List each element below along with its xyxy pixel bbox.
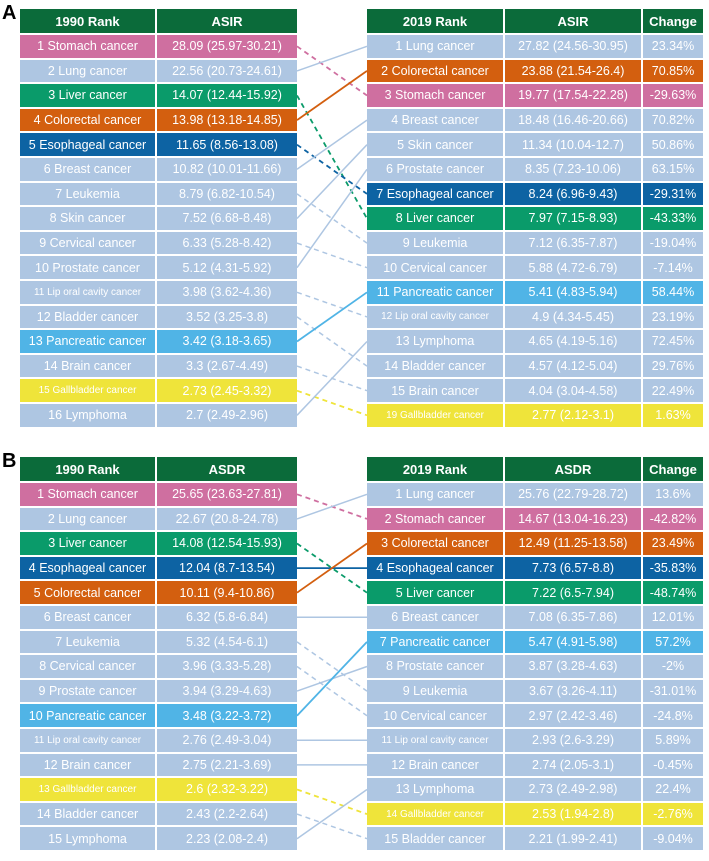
left-rank-label: 1 Stomach cancer xyxy=(20,35,155,58)
left-header-rank: 1990 Rank xyxy=(20,9,155,33)
right-metric-value: 14.67 (13.04-16.23) xyxy=(505,508,641,531)
right-metric-value: 27.82 (24.56-30.95) xyxy=(505,35,641,58)
right-change-value: -35.83% xyxy=(643,557,703,580)
left-metric-value: 3.98 (3.62-4.36) xyxy=(157,281,297,304)
left-rank-label: 6 Breast cancer xyxy=(20,606,155,629)
right-metric-value: 2.73 (2.49-2.98) xyxy=(505,778,641,801)
right-rank-label: 9 Leukemia xyxy=(367,232,503,255)
right-metric-value: 7.97 (7.15-8.93) xyxy=(505,207,641,230)
left-metric-value: 22.56 (20.73-24.61) xyxy=(157,60,297,83)
left-metric-value: 2.76 (2.49-3.04) xyxy=(157,729,297,752)
right-rank-label: 10 Cervical cancer xyxy=(367,704,503,727)
left-rank-label: 15 Lymphoma xyxy=(20,827,155,850)
connector-pancreatic xyxy=(297,642,367,716)
left-rank-label: 2 Lung cancer xyxy=(20,60,155,83)
left-rank-label: 9 Prostate cancer xyxy=(20,680,155,703)
connector-bladder xyxy=(297,317,367,366)
right-rank-label: 14 Gallbladder cancer xyxy=(367,803,503,826)
right-metric-value: 8.24 (6.96-9.43) xyxy=(505,183,641,206)
connector-liver xyxy=(297,96,367,219)
left-rank-label: 12 Bladder cancer xyxy=(20,306,155,329)
right-rank-label: 2 Stomach cancer xyxy=(367,508,503,531)
right-rank-label: 4 Breast cancer xyxy=(367,109,503,132)
connector-breast xyxy=(297,120,367,169)
right-rank-label: 6 Breast cancer xyxy=(367,606,503,629)
left-rank-label: 12 Brain cancer xyxy=(20,754,155,777)
right-change-value: 23.49% xyxy=(643,532,703,555)
right-rank-label: 13 Lymphoma xyxy=(367,330,503,353)
left-rank-label: 2 Lung cancer xyxy=(20,508,155,531)
right-rank-label: 15 Brain cancer xyxy=(367,379,503,402)
connector-prostate xyxy=(297,169,367,267)
left-metric-value: 2.43 (2.2-2.64) xyxy=(157,803,297,826)
left-rank-label: 7 Leukemia xyxy=(20,631,155,654)
right-metric-value: 4.65 (4.19-5.16) xyxy=(505,330,641,353)
right-metric-value: 5.88 (4.72-6.79) xyxy=(505,256,641,279)
left-rank-label: 5 Colorectal cancer xyxy=(20,581,155,604)
left-metric-value: 13.98 (13.18-14.85) xyxy=(157,109,297,132)
right-change-value: 23.34% xyxy=(643,35,703,58)
right-change-value: -2% xyxy=(643,655,703,678)
left-rank-label: 13 Gallbladder cancer xyxy=(20,778,155,801)
left-metric-value: 5.32 (4.54-6.1) xyxy=(157,631,297,654)
right-header-change: Change xyxy=(643,9,703,33)
left-metric-value: 5.12 (4.31-5.92) xyxy=(157,256,297,279)
connector-skin xyxy=(297,145,367,219)
right-metric-value: 19.77 (17.54-22.28) xyxy=(505,84,641,107)
right-rank-label: 9 Leukemia xyxy=(367,680,503,703)
right-change-value: -31.01% xyxy=(643,680,703,703)
connector-esophageal xyxy=(297,145,367,194)
right-metric-value: 18.48 (16.46-20.66) xyxy=(505,109,641,132)
right-metric-value: 7.73 (6.57-8.8) xyxy=(505,557,641,580)
left-rank-label: 10 Pancreatic cancer xyxy=(20,704,155,727)
right-rank-label: 5 Skin cancer xyxy=(367,133,503,156)
right-change-value: 70.85% xyxy=(643,60,703,83)
right-metric-value: 8.35 (7.23-10.06) xyxy=(505,158,641,181)
left-metric-value: 6.33 (5.28-8.42) xyxy=(157,232,297,255)
right-change-value: -29.31% xyxy=(643,183,703,206)
right-rank-label: 12 Brain cancer xyxy=(367,754,503,777)
right-metric-value: 4.9 (4.34-5.45) xyxy=(505,306,641,329)
right-rank-label: 4 Esophageal cancer xyxy=(367,557,503,580)
connector-pancreatic xyxy=(297,292,367,341)
left-metric-value: 3.3 (2.67-4.49) xyxy=(157,355,297,378)
connector-gallbladder xyxy=(297,790,367,815)
right-rank-label: 10 Cervical cancer xyxy=(367,256,503,279)
left-rank-label: 8 Cervical cancer xyxy=(20,655,155,678)
connector-gallbladder xyxy=(297,391,367,416)
right-metric-value: 2.21 (1.99-2.41) xyxy=(505,827,641,850)
right-metric-value: 5.47 (4.91-5.98) xyxy=(505,631,641,654)
right-change-value: 72.45% xyxy=(643,330,703,353)
right-change-value: -29.63% xyxy=(643,84,703,107)
left-metric-value: 2.6 (2.32-3.22) xyxy=(157,778,297,801)
left-metric-value: 3.52 (3.25-3.8) xyxy=(157,306,297,329)
connector-leukemia xyxy=(297,642,367,691)
right-change-value: -24.8% xyxy=(643,704,703,727)
right-change-value: -19.04% xyxy=(643,232,703,255)
right-rank-label: 8 Prostate cancer xyxy=(367,655,503,678)
right-metric-value: 2.53 (1.94-2.8) xyxy=(505,803,641,826)
left-metric-value: 3.94 (3.29-4.63) xyxy=(157,680,297,703)
left-metric-value: 28.09 (25.97-30.21) xyxy=(157,35,297,58)
right-metric-value: 2.74 (2.05-3.1) xyxy=(505,754,641,777)
connector-stomach xyxy=(297,46,367,95)
right-header-rank: 2019 Rank xyxy=(367,9,503,33)
right-change-value: 57.2% xyxy=(643,631,703,654)
left-rank-label: 7 Leukemia xyxy=(20,183,155,206)
left-rank-label: 11 Lip oral cavity cancer xyxy=(20,729,155,752)
right-change-value: -9.04% xyxy=(643,827,703,850)
right-rank-label: 6 Prostate cancer xyxy=(367,158,503,181)
left-rank-label: 13 Pancreatic cancer xyxy=(20,330,155,353)
connector-colorectal xyxy=(297,71,367,120)
left-metric-value: 2.73 (2.45-3.32) xyxy=(157,379,297,402)
left-metric-value: 11.65 (8.56-13.08) xyxy=(157,133,297,156)
right-change-value: -48.74% xyxy=(643,581,703,604)
left-metric-value: 22.67 (20.8-24.78) xyxy=(157,508,297,531)
left-metric-value: 8.79 (6.82-10.54) xyxy=(157,183,297,206)
connector-lung xyxy=(297,46,367,71)
right-rank-label: 14 Bladder cancer xyxy=(367,355,503,378)
left-rank-label: 6 Breast cancer xyxy=(20,158,155,181)
right-header-rank: 2019 Rank xyxy=(367,457,503,481)
left-metric-value: 12.04 (8.7-13.54) xyxy=(157,557,297,580)
left-metric-value: 3.42 (3.18-3.65) xyxy=(157,330,297,353)
connector-bladder xyxy=(297,814,367,839)
right-change-value: 29.76% xyxy=(643,355,703,378)
right-rank-label: 3 Stomach cancer xyxy=(367,84,503,107)
left-rank-label: 14 Brain cancer xyxy=(20,355,155,378)
right-metric-value: 25.76 (22.79-28.72) xyxy=(505,483,641,506)
left-metric-value: 7.52 (6.68-8.48) xyxy=(157,207,297,230)
right-change-value: -42.82% xyxy=(643,508,703,531)
left-rank-label: 14 Bladder cancer xyxy=(20,803,155,826)
left-metric-value: 14.07 (12.44-15.92) xyxy=(157,84,297,107)
right-metric-value: 7.08 (6.35-7.86) xyxy=(505,606,641,629)
left-metric-value: 2.7 (2.49-2.96) xyxy=(157,404,297,427)
left-header-metric: ASDR xyxy=(157,457,297,481)
right-rank-label: 2 Colorectal cancer xyxy=(367,60,503,83)
left-metric-value: 10.11 (9.4-10.86) xyxy=(157,581,297,604)
left-metric-value: 2.23 (2.08-2.4) xyxy=(157,827,297,850)
right-metric-value: 12.49 (11.25-13.58) xyxy=(505,532,641,555)
right-change-value: -7.14% xyxy=(643,256,703,279)
right-metric-value: 11.34 (10.04-12.7) xyxy=(505,133,641,156)
right-change-value: 50.86% xyxy=(643,133,703,156)
left-rank-label: 8 Skin cancer xyxy=(20,207,155,230)
right-header-metric: ASDR xyxy=(505,457,641,481)
left-metric-value: 3.96 (3.33-5.28) xyxy=(157,655,297,678)
left-header-metric: ASIR xyxy=(157,9,297,33)
left-rank-label: 4 Colorectal cancer xyxy=(20,109,155,132)
right-metric-value: 3.67 (3.26-4.11) xyxy=(505,680,641,703)
right-metric-value: 3.87 (3.28-4.63) xyxy=(505,655,641,678)
left-rank-label: 5 Esophageal cancer xyxy=(20,133,155,156)
left-metric-value: 14.08 (12.54-15.93) xyxy=(157,532,297,555)
right-metric-value: 2.97 (2.42-3.46) xyxy=(505,704,641,727)
right-change-value: 1.63% xyxy=(643,404,703,427)
left-rank-label: 3 Liver cancer xyxy=(20,532,155,555)
right-change-value: 13.6% xyxy=(643,483,703,506)
left-metric-value: 25.65 (23.63-27.81) xyxy=(157,483,297,506)
connector-lymphoma xyxy=(297,342,367,416)
left-rank-label: 15 Gallbladder cancer xyxy=(20,379,155,402)
right-rank-label: 13 Lymphoma xyxy=(367,778,503,801)
right-rank-label: 5 Liver cancer xyxy=(367,581,503,604)
left-metric-value: 6.32 (5.8-6.84) xyxy=(157,606,297,629)
right-rank-label: 15 Bladder cancer xyxy=(367,827,503,850)
left-metric-value: 10.82 (10.01-11.66) xyxy=(157,158,297,181)
right-change-value: -2.76% xyxy=(643,803,703,826)
connector-lip xyxy=(297,292,367,317)
right-change-value: 63.15% xyxy=(643,158,703,181)
right-metric-value: 2.77 (2.12-3.1) xyxy=(505,404,641,427)
right-rank-label: 3 Colorectal cancer xyxy=(367,532,503,555)
right-change-value: 12.01% xyxy=(643,606,703,629)
connector-cervical xyxy=(297,667,367,716)
right-rank-label: 12 Lip oral cavity cancer xyxy=(367,306,503,329)
left-rank-label: 4 Esophageal cancer xyxy=(20,557,155,580)
connector-cervical xyxy=(297,243,367,268)
right-metric-value: 7.12 (6.35-7.87) xyxy=(505,232,641,255)
right-header-metric: ASIR xyxy=(505,9,641,33)
right-rank-label: 11 Pancreatic cancer xyxy=(367,281,503,304)
right-rank-label: 7 Esophageal cancer xyxy=(367,183,503,206)
left-metric-value: 2.75 (2.21-3.69) xyxy=(157,754,297,777)
right-rank-label: 7 Pancreatic cancer xyxy=(367,631,503,654)
right-metric-value: 7.22 (6.5-7.94) xyxy=(505,581,641,604)
right-header-change: Change xyxy=(643,457,703,481)
right-rank-label: 1 Lung cancer xyxy=(367,483,503,506)
right-change-value: 23.19% xyxy=(643,306,703,329)
right-change-value: 22.4% xyxy=(643,778,703,801)
right-change-value: -0.45% xyxy=(643,754,703,777)
right-change-value: 70.82% xyxy=(643,109,703,132)
right-change-value: -43.33% xyxy=(643,207,703,230)
left-rank-label: 11 Lip oral cavity cancer xyxy=(20,281,155,304)
left-rank-label: 9 Cervical cancer xyxy=(20,232,155,255)
right-metric-value: 4.04 (3.04-4.58) xyxy=(505,379,641,402)
left-rank-label: 1 Stomach cancer xyxy=(20,483,155,506)
left-metric-value: 3.48 (3.22-3.72) xyxy=(157,704,297,727)
left-header-rank: 1990 Rank xyxy=(20,457,155,481)
right-change-value: 5.89% xyxy=(643,729,703,752)
connector-lymphoma xyxy=(297,790,367,839)
left-rank-label: 3 Liver cancer xyxy=(20,84,155,107)
right-rank-label: 1 Lung cancer xyxy=(367,35,503,58)
panel-letter: B xyxy=(2,450,17,472)
right-metric-value: 4.57 (4.12-5.04) xyxy=(505,355,641,378)
panel-letter: A xyxy=(2,2,17,24)
right-metric-value: 2.93 (2.6-3.29) xyxy=(505,729,641,752)
right-rank-label: 19 Gallbladder cancer xyxy=(367,404,503,427)
right-metric-value: 5.41 (4.83-5.94) xyxy=(505,281,641,304)
right-metric-value: 23.88 (21.54-26.4) xyxy=(505,60,641,83)
right-rank-label: 8 Liver cancer xyxy=(367,207,503,230)
left-rank-label: 10 Prostate cancer xyxy=(20,256,155,279)
right-rank-label: 11 Lip oral cavity cancer xyxy=(367,729,503,752)
left-rank-label: 16 Lymphoma xyxy=(20,404,155,427)
right-change-value: 58.44% xyxy=(643,281,703,304)
right-change-value: 22.49% xyxy=(643,379,703,402)
